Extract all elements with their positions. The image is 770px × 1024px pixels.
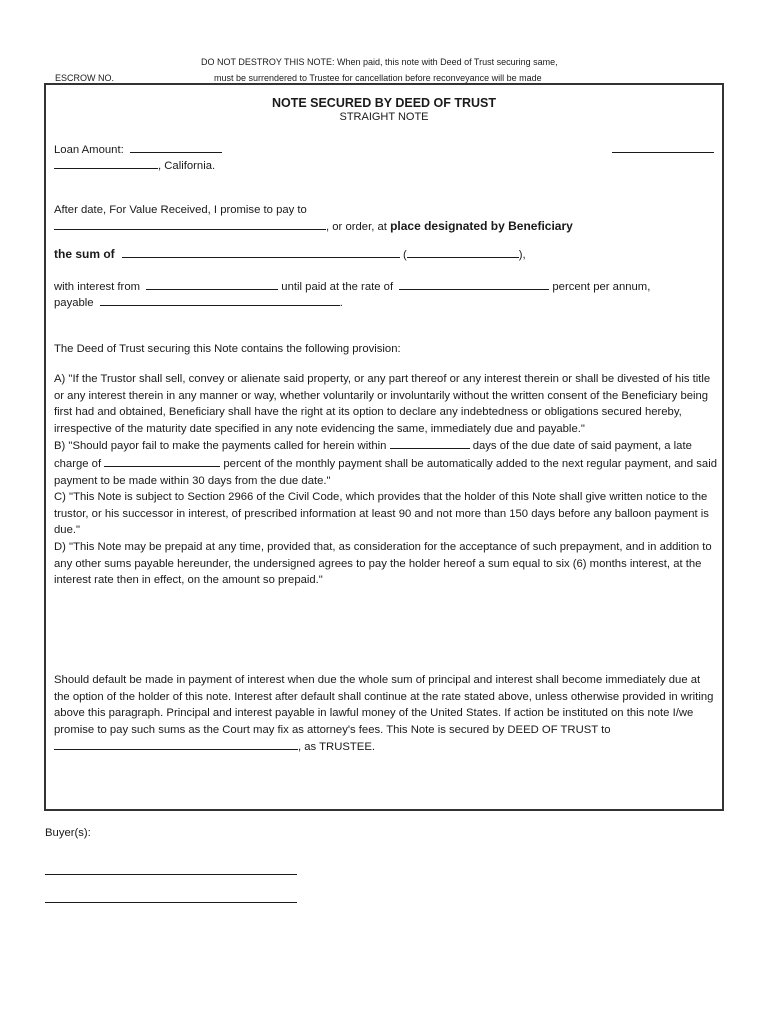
sum-row [54, 246, 526, 263]
trustee-field[interactable] [54, 738, 298, 750]
provision-b [54, 437, 718, 489]
percent-label: percent per annum, [552, 281, 651, 293]
grace-days-field[interactable] [390, 437, 470, 449]
payable-label: payable [54, 297, 94, 309]
date-field[interactable] [612, 152, 714, 153]
provision-b-part-2: days of the due date of said payment, a late charge of [54, 440, 692, 470]
after-date-text: After date, For Value Received, I promise to pay to [54, 204, 307, 216]
california-label: , California. [158, 160, 216, 172]
loan-amount-label: Loan Amount: [54, 144, 124, 156]
buyers-label: Buyer(s): [45, 827, 91, 839]
document-title: NOTE SECURED BY DEED OF TRUST [271, 96, 497, 110]
buyer-signature-line-1[interactable] [45, 874, 297, 875]
or-order-label: , or order, at [326, 221, 387, 233]
payee-row [54, 218, 573, 235]
late-charge-field[interactable] [104, 455, 220, 467]
sum-words-field[interactable] [122, 246, 400, 258]
loan-amount-field[interactable] [130, 141, 222, 153]
loan-amount-row [54, 141, 222, 158]
sum-of-label: the sum of [54, 247, 115, 261]
interest-from-label: with interest from [54, 281, 141, 293]
payable-row [54, 294, 343, 311]
notice-line-1: DO NOT DESTROY THIS NOTE: When paid, this note with Deed of Trust securing same, [201, 57, 558, 67]
city-field[interactable] [54, 157, 158, 169]
city-row [54, 157, 215, 174]
provision-b-part-3: percent of the monthly payment shall be automatically added to the next regular payment, and said payment to be made within 30 days from the due date." [54, 457, 717, 487]
trustee-suffix: , as TRUSTEE. [298, 741, 376, 754]
place-designated-label: place designated by Beneficiary [390, 219, 573, 233]
buyer-signature-line-2[interactable] [45, 902, 297, 903]
payable-field[interactable] [100, 294, 340, 306]
provision-b-part-1: B) "Should payor fail to make the payments called for herein within [54, 440, 387, 453]
provision-c: C) "This Note is subject to Section 2966 of the Civil Code, which provides that the holder of this Note shall give written notice to the trustor, or his successor in interest, of prescribed information at least 90 and not more than 150 days before any balloon payment is due." [54, 491, 709, 537]
paren-close: ), [518, 249, 526, 261]
note-form-box [44, 83, 724, 811]
provision-a: A) "If the Trustor shall sell, convey or alienate said property, or any part thereof or any interest therein or shall be divested of his title or any interest therein in any manner or way, whether voluntarily or involuntarily without the written consent of the Beneficiary being first had and obtained, Beneficiary shall have the right at its option to declare any indebtedness or obligations secured hereby, irrespective of the maturity date specified in any note evidencing the same, immediately due and payable." [54, 373, 711, 435]
provision-intro: The Deed of Trust securing this Note contains the following provision: [54, 343, 401, 355]
sum-figures-field[interactable] [407, 246, 519, 258]
payee-field[interactable] [54, 218, 326, 230]
escrow-number-label: ESCROW NO. [55, 73, 115, 83]
interest-row [54, 278, 650, 295]
default-paragraph [54, 672, 718, 756]
until-paid-label: until paid at the rate of [281, 281, 394, 293]
notice-line-2: must be surrendered to Trustee for cancellation before reconveyance will be made [214, 73, 542, 83]
document-subtitle: STRAIGHT NOTE [339, 111, 429, 123]
interest-from-field[interactable] [146, 278, 278, 290]
paren-open: ( [402, 249, 407, 261]
provisions-block [54, 371, 718, 589]
payable-period: . [339, 297, 343, 309]
provision-d: D) "This Note may be prepaid at any time, provided that, as consideration for the acceptance of such prepayment, and in addition to any other sums payable hereunder, the undersigned agrees to pay the holder hereof a sum equal to six (6) months interest, at the interest rate then in effect, on the amount so prepaid." [54, 540, 712, 587]
interest-rate-field[interactable] [399, 278, 549, 290]
default-paragraph-text: Should default be made in payment of interest when due the whole sum of principal and interest shall become immediately due at the option of the holder of this note. Interest after default shall continue at the rate stated above, unless otherwise provided in writing above this paragraph. Principal and interest payable in lawful money of the United States. If action be instituted on this note I/we promise to pay such sums as the Court may fix as attorney's fees. This Note is secured by DEED OF TRUST to [54, 674, 714, 736]
